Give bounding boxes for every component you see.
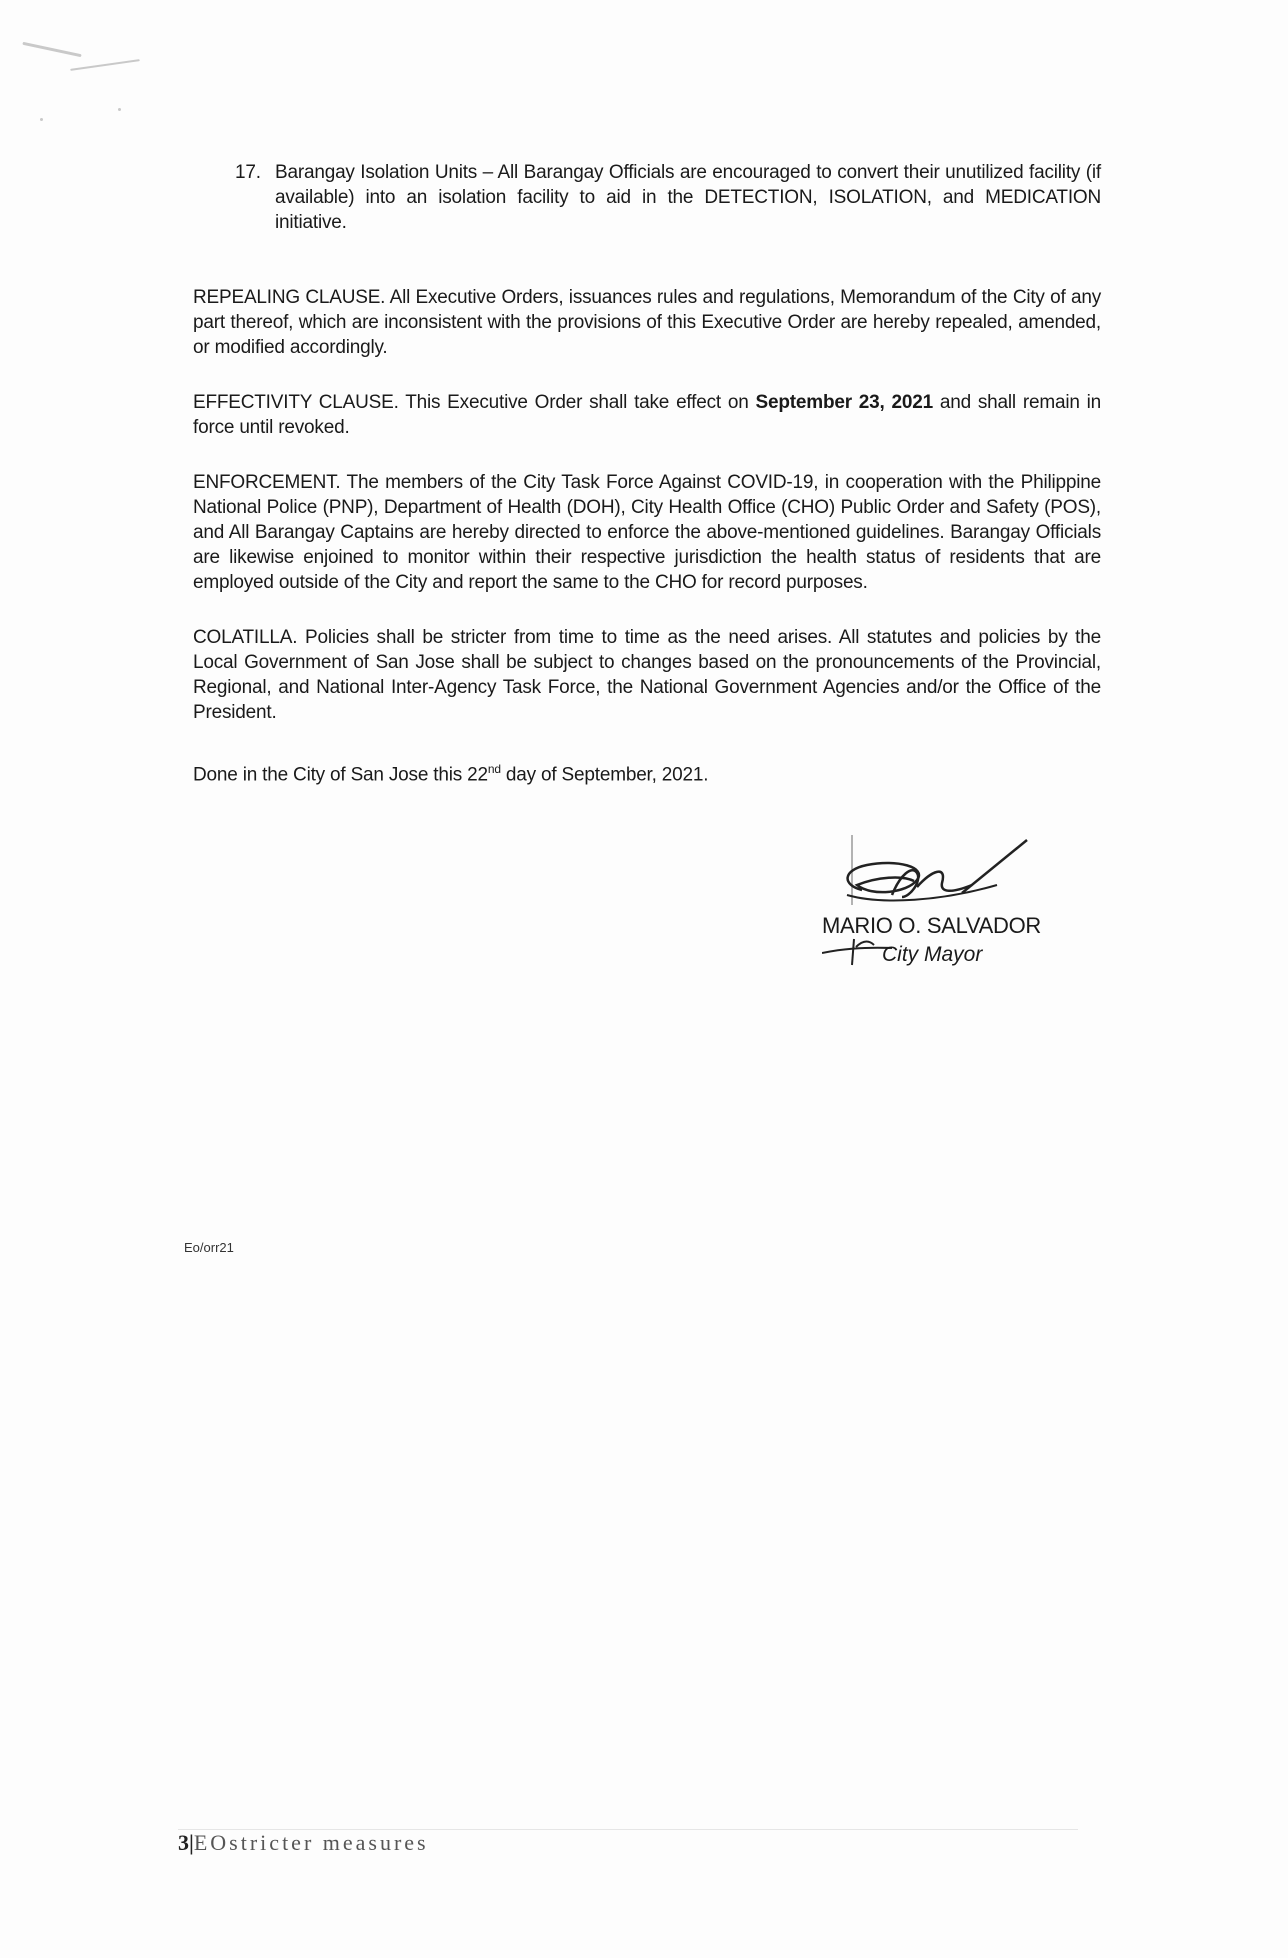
signatory-title: City Mayor: [882, 943, 983, 966]
done-text-after: day of September, 2021.: [500, 764, 709, 786]
scan-artifact: [22, 42, 81, 57]
scan-artifact: [40, 118, 43, 121]
page-footer: [178, 1830, 429, 1856]
list-item-number: 17.: [235, 162, 261, 183]
done-ordinal-suffix: nd: [487, 762, 501, 776]
scan-artifact: [70, 59, 140, 71]
document-body: [193, 160, 1101, 817]
signature-block: [822, 835, 1122, 985]
footer-title: EOstricter measures: [193, 1830, 429, 1855]
done-statement: [193, 757, 1101, 787]
reference-code: Eo/orr21: [184, 1240, 234, 1255]
list-item-17: [235, 160, 1101, 235]
footer-separator: |: [189, 1830, 194, 1855]
effectivity-text-before: EFFECTIVITY CLAUSE. This Executive Order shall take effect on: [193, 392, 756, 413]
scan-artifact: [118, 108, 121, 111]
repealing-clause: REPEALING CLAUSE. All Executive Orders, issuances rules and regulations, Memorandum of the City of any part thereof, which are inconsistent with the provisions of this Executive Order are hereby repealed, amended, or modified accordingly.: [193, 287, 1101, 358]
page-number: 3: [178, 1830, 189, 1855]
colatilla-clause: COLATILLA. Policies shall be stricter from time to time as the need arises. All statutes and policies by the Local Government of San Jose shall be subject to changes based on the pronouncements of the Provincial, Regional, and National Inter-Agency Task Force, the National Government Agencies and/or the Office of the President.: [193, 627, 1101, 723]
effectivity-clause: [193, 390, 1101, 440]
effectivity-date: September 23, 2021: [755, 392, 933, 413]
done-text-before: Done in the City of San Jose this 22: [193, 764, 488, 786]
signatory-name: MARIO O. SALVADOR: [822, 913, 1042, 938]
list-item-text: Barangay Isolation Units – All Barangay Officials are encouraged to convert their unutilized facility (if available) into an isolation facility to aid in the DETECTION, ISOLATION, and MEDICATION initiative.: [275, 162, 1101, 233]
effectivity-text-after: and shall remain in force until revoked.: [193, 392, 1101, 438]
enforcement-clause: ENFORCEMENT. The members of the City Task Force Against COVID-19, in cooperation with the Philippine National Police (PNP), Department of Health (DOH), City Health Office (CHO) Public Order and Safety (POS), and All Barangay Captains are hereby directed to enforce the above-mentioned guidelines. Barangay Officials are likewise enjoined to monitor within their respective jurisdiction the health status of residents that are employed outside of the City and report the same to the CHO for record purposes.: [193, 472, 1101, 593]
